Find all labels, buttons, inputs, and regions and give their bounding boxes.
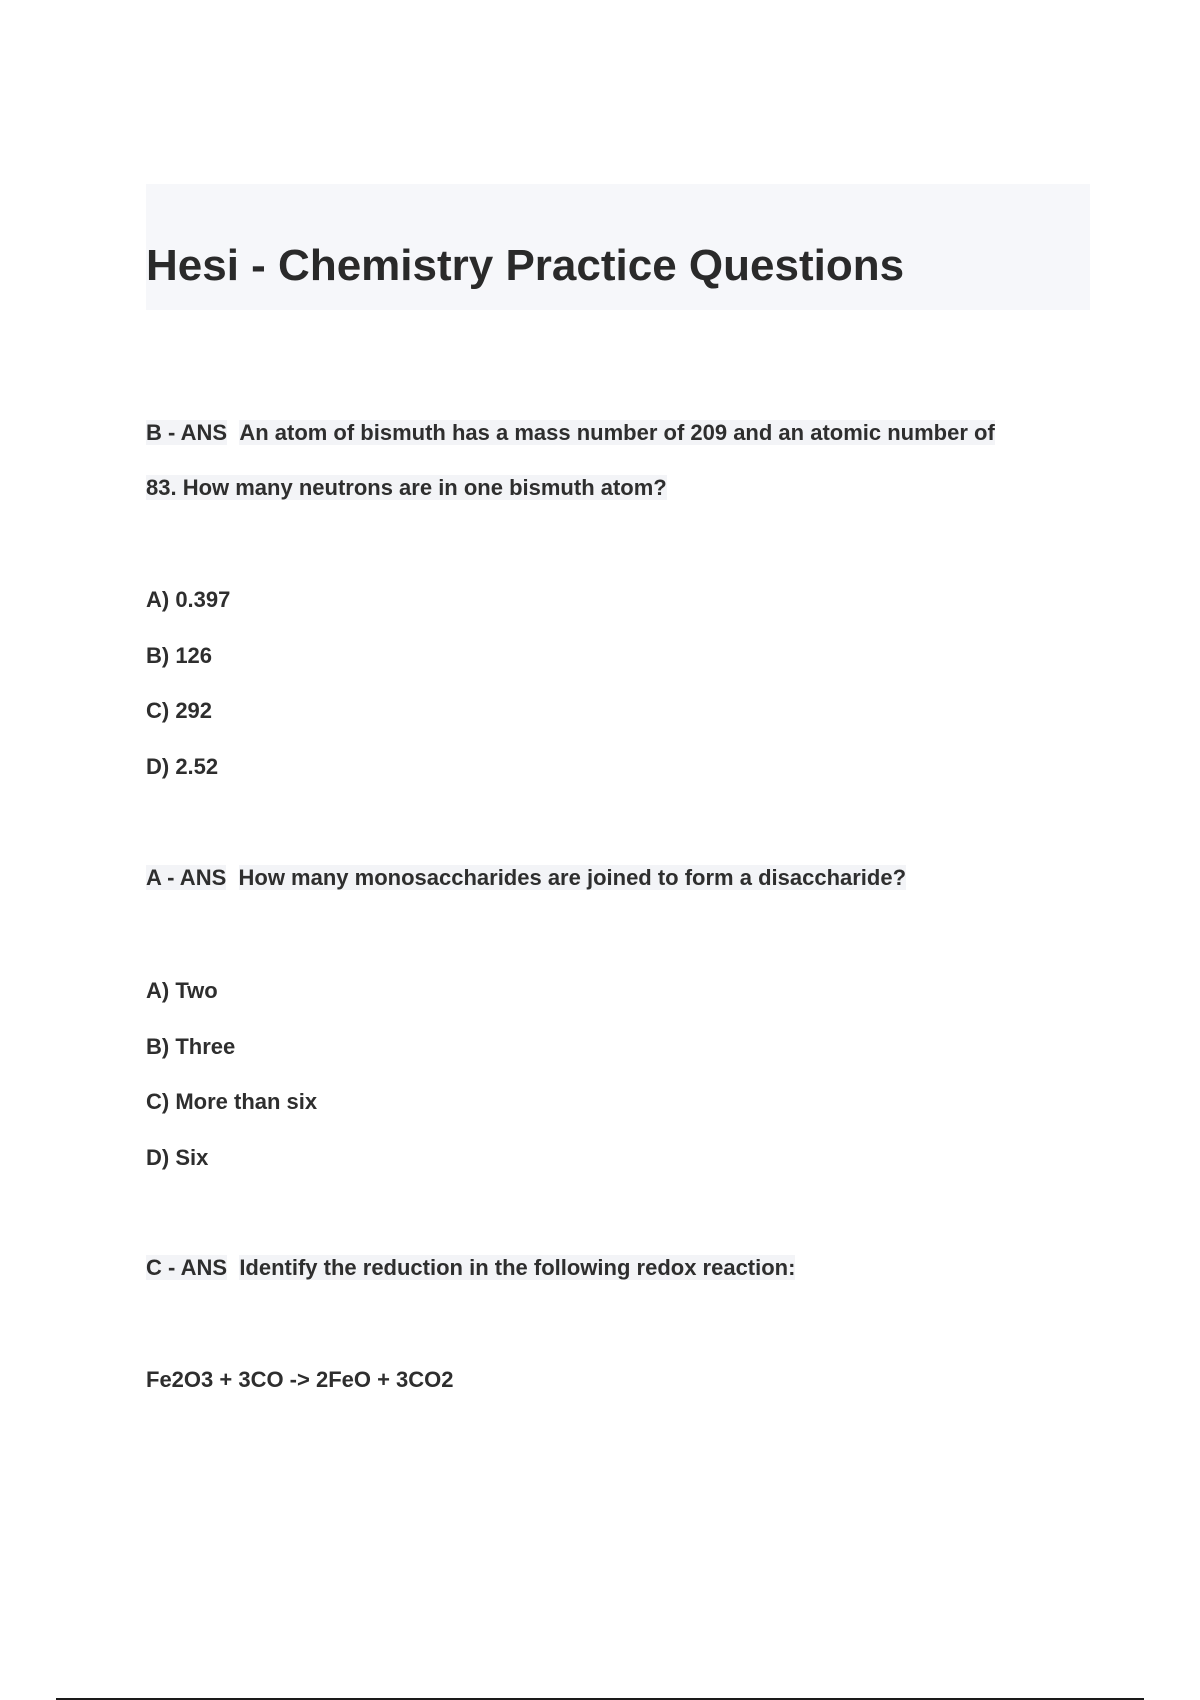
question-3-text-line-1: Identify the reduction in the following redox reaction:: [239, 1255, 796, 1280]
option-c: C) More than six: [146, 1089, 318, 1114]
question-3-answer-tag: C - ANS: [146, 1255, 228, 1280]
question-1-line-1: [146, 405, 1090, 460]
option-d: D) 2.52: [146, 753, 219, 779]
question-2-answer-tag: A - ANS: [146, 865, 227, 890]
question-1: [146, 405, 1090, 515]
question-3-equation-block: [146, 1352, 1090, 1408]
document-title: Hesi - Chemistry Practice Questions: [146, 241, 905, 290]
option-a: A) 0.397: [146, 587, 231, 612]
question-2-text-line-1: How many monosaccharides are joined to form a disaccharide?: [238, 865, 907, 890]
question-2-options: [146, 963, 1090, 1185]
question-2-line-1: [146, 850, 1090, 905]
question-1-answer-tag: B - ANS: [146, 420, 228, 445]
question-1-line-2: [146, 460, 1090, 515]
option-b: B) 126: [146, 642, 213, 668]
question-3: [146, 1240, 1090, 1295]
option-d: D) Six: [146, 1144, 209, 1170]
question-2: [146, 850, 1090, 905]
question-1-text-line-2: 83. How many neutrons are in one bismuth atom?: [146, 475, 667, 500]
question-1-text-line-1: An atom of bismuth has a mass number of 209 and an atomic number of: [239, 420, 995, 445]
question-3-line-1: [146, 1240, 1090, 1295]
redox-equation: Fe2O3 + 3CO -> 2FeO + 3CO2: [146, 1367, 454, 1392]
question-1-options: [146, 572, 1090, 794]
option-c: C) 292: [146, 698, 213, 723]
option-b: B) Three: [146, 1033, 236, 1059]
option-a: A) Two: [146, 978, 218, 1003]
